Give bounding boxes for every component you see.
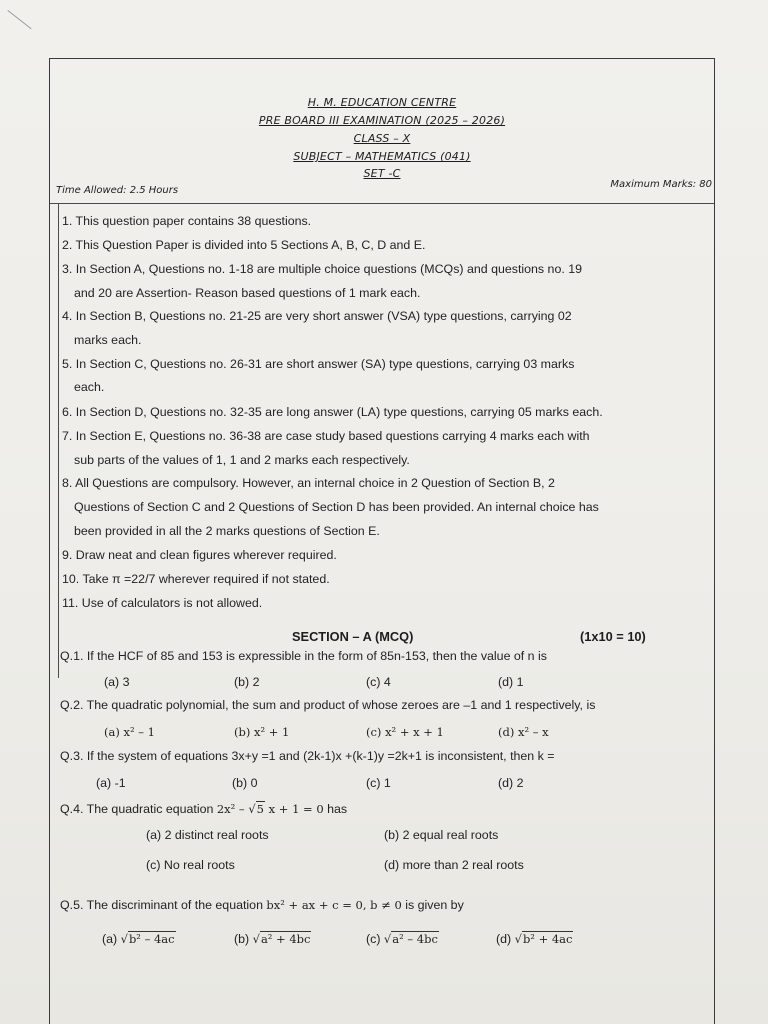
q5-option-c: (c) √a² – 4bc	[366, 932, 438, 946]
time-allowed: Time Allowed: 2.5 Hours	[56, 185, 179, 196]
q3-option-a: (a) -1	[96, 776, 126, 790]
q2-option-d: (d) x² – x	[498, 725, 549, 739]
q2-option-b: (b) x² + 1	[234, 725, 290, 739]
q5-option-a-label: (a)	[102, 932, 118, 946]
section-a-title: SECTION – A (MCQ)	[292, 629, 414, 644]
q5-prefix: Q.5. The discriminant of the equation	[60, 898, 263, 912]
instruction-line: 10. Take π =22/7 wherever required if not stated.	[62, 572, 330, 586]
q4-equation: 2x² – √5 x + 1 = 0	[216, 802, 324, 816]
instruction-line: Questions of Section C and 2 Questions of Section D has been provided. An internal choice has	[74, 500, 599, 514]
q5-suffix: is given by	[405, 898, 464, 912]
q1-option-a: (a) 3	[104, 675, 130, 689]
q5-option-d: (d) √b² + 4ac	[496, 932, 573, 946]
instruction-line: each.	[74, 380, 105, 394]
q5-option-c-label: (c)	[366, 932, 381, 946]
set-label: SET -C	[363, 167, 401, 180]
exam-title: PRE BOARD III EXAMINATION (2025 – 2026)	[258, 114, 506, 127]
q3-option-b: (b) 0	[232, 776, 258, 790]
q4-eq-radicand: 5	[256, 802, 264, 816]
q4-eq-part-a: 2x² –	[216, 802, 249, 816]
q1-option-c: (c) 4	[366, 675, 391, 689]
question-2: Q.2. The quadratic polynomial, the sum and product of whose zeroes are –1 and 1 respectively, is	[60, 698, 596, 712]
instruction-line: sub parts of the values of 1, 1 and 2 marks each respectively.	[74, 453, 410, 467]
q5-option-b-label: (b)	[234, 932, 250, 946]
instruction-line: 1. This question paper contains 38 questions.	[62, 214, 312, 228]
subject-label: SUBJECT – MATHEMATICS (041)	[293, 150, 471, 163]
instruction-line: and 20 are Assertion- Reason based questions of 1 mark each.	[74, 286, 421, 300]
q3-option-d: (d) 2	[498, 776, 524, 790]
centre-name: H. M. EDUCATION CENTRE	[307, 96, 457, 109]
instruction-line: marks each.	[74, 333, 142, 347]
instruction-line: 3. In Section A, Questions no. 1-18 are multiple choice questions (MCQs) and questions no. 19	[62, 262, 583, 276]
q4-option-d: (d) more than 2 real roots	[384, 858, 524, 872]
q5-option-d-radicand: b² + 4ac	[522, 932, 573, 946]
q4-prefix: Q.4. The quadratic equation	[60, 802, 214, 816]
q4-option-c: (c) No real roots	[146, 858, 235, 872]
q2-option-a: (a) x² – 1	[104, 725, 155, 739]
instruction-line: 8. All Questions are compulsory. However, an internal choice in 2 Question of Section B, 2	[62, 476, 555, 490]
q5-option-c-radicand: a² – 4bc	[392, 932, 438, 946]
q4-option-b: (b) 2 equal real roots	[384, 828, 499, 842]
instruction-line: 11. Use of calculators is not allowed.	[62, 596, 263, 610]
instruction-line: 5. In Section C, Questions no. 26-31 are short answer (SA) type questions, carrying 03 marks	[62, 357, 575, 371]
maximum-marks: Maximum Marks: 80	[610, 179, 712, 190]
instruction-line: been provided in all the 2 marks questions of Section E.	[74, 524, 380, 538]
q1-option-d: (d) 1	[498, 675, 524, 689]
q4-suffix: has	[327, 802, 348, 816]
header-divider	[50, 203, 714, 204]
question-3: Q.3. If the system of equations 3x+y =1 and (2k-1)x +(k-1)y =2k+1 is inconsistent, then k =	[60, 749, 555, 763]
q5-equation: bx² + ax + c = 0, b ≠ 0	[266, 898, 402, 912]
question-1: Q.1. If the HCF of 85 and 153 is expressible in the form of 85n-153, then the value of n is	[60, 649, 547, 663]
question-4	[60, 801, 347, 817]
instruction-line: 6. In Section D, Questions no. 32-35 are long answer (LA) type questions, carrying 05 marks each.	[62, 405, 603, 419]
paper-border-frame	[49, 58, 715, 1024]
section-a-marks: (1x10 = 10)	[580, 629, 646, 644]
q3-option-c: (c) 1	[366, 776, 391, 790]
q1-option-b: (b) 2	[234, 675, 260, 689]
q5-option-a-radicand: b² – 4ac	[128, 932, 175, 946]
instruction-line: 4. In Section B, Questions no. 21-25 are very short answer (VSA) type questions, carrying 02	[62, 309, 572, 323]
instruction-line: 7. In Section E, Questions no. 36-38 are case study based questions carrying 4 marks each with	[62, 429, 590, 443]
instructions-left-rule	[58, 203, 59, 678]
page-corner-fold	[0, 10, 32, 53]
q4-eq-part-b: x + 1 = 0	[264, 802, 324, 816]
q5-option-b-radicand: a² + 4bc	[260, 932, 311, 946]
class-label: CLASS – X	[353, 132, 411, 145]
q5-option-b: (b) √a² + 4bc	[234, 932, 311, 946]
q5-option-a: (a) √b² – 4ac	[102, 932, 175, 946]
q2-option-c: (c) x² + x + 1	[366, 725, 444, 739]
q4-option-a: (a) 2 distinct real roots	[146, 828, 269, 842]
question-5	[60, 897, 464, 913]
q5-option-d-label: (d)	[496, 932, 512, 946]
instruction-line: 2. This Question Paper is divided into 5 Sections A, B, C, D and E.	[62, 238, 426, 252]
instruction-line: 9. Draw neat and clean figures wherever required.	[62, 548, 337, 562]
